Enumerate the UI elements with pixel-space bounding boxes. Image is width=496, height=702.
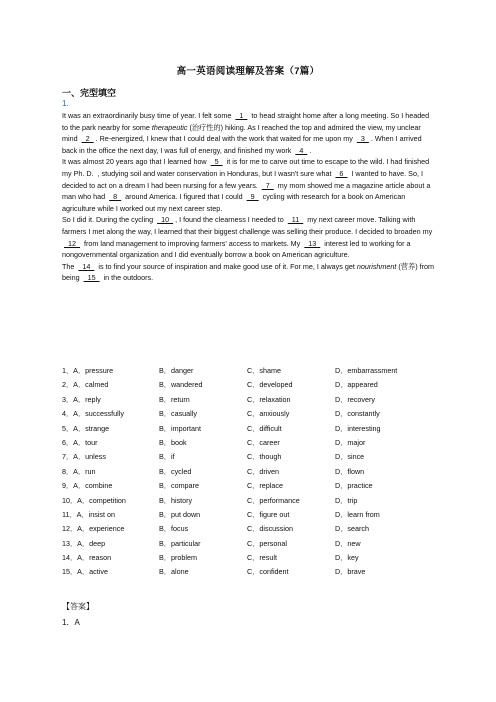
option-choice: B．put down: [159, 509, 201, 519]
passage-text: cycling with research for a book on American agriculture while I worked out my next career step.: [62, 192, 406, 213]
blank-number: 2: [81, 134, 94, 144]
option-choice: B．focus: [159, 524, 189, 534]
answer-heading: 【答案】: [62, 602, 94, 611]
option-choice: 2．A．calmed: [62, 380, 109, 390]
option-choice: 13．A．deep: [62, 538, 106, 548]
passage-text: is to find your source of inspiration and make good use of it. For me, I always get: [96, 261, 357, 271]
passage-text: (治疗性的) hiking. As I reached the top and admired the view, my unclear mind: [62, 122, 421, 144]
option-row: [62, 481, 434, 495]
passage-text: . Re-energized, I knew that I could deal with the work that waited for me upon my: [95, 134, 355, 144]
option-choice: B．casually: [159, 409, 197, 419]
passage-text: (营养) from being: [62, 261, 434, 283]
cloze-passage: [62, 110, 434, 284]
option-choice: C．developed: [247, 380, 293, 390]
passage-text: my mom showed me a magazine article about a man who had: [62, 180, 431, 202]
option-choice: D．brave: [335, 567, 366, 577]
option-choice: D．constantly: [335, 409, 380, 419]
option-row: [62, 553, 434, 567]
option-row: [62, 567, 434, 581]
option-choice: C．result: [247, 553, 277, 563]
italic-word: nourishment: [356, 261, 397, 271]
option-choice: D．practice: [335, 481, 373, 491]
blank-number: 12: [64, 238, 80, 248]
option-choice: D．flown: [335, 466, 365, 476]
option-choice: D．key: [335, 553, 359, 563]
option-choice: C．anxiously: [247, 409, 290, 419]
option-choice: C．relaxation: [247, 394, 291, 404]
option-row: [62, 395, 434, 409]
option-choice: 5．A．strange: [62, 423, 110, 433]
option-row: [62, 409, 434, 423]
passage-text: So I did it. During the cycling: [62, 215, 156, 225]
option-choice: D．major: [335, 437, 366, 447]
option-choice: 9．A．combine: [62, 481, 113, 491]
italic-word: therapeutic: [151, 122, 188, 132]
option-choice: B．compare: [159, 481, 199, 491]
option-choice: 3．A．reply: [62, 394, 101, 404]
blank-number: 5: [210, 157, 223, 167]
option-choice: B．danger: [159, 366, 194, 375]
option-choice: B．history: [159, 495, 193, 505]
blank-number: 9: [246, 192, 259, 202]
option-choice: B．return: [159, 394, 190, 404]
page-title: 高一英语阅读理解及答案（7篇）: [176, 66, 320, 77]
passage-text: The: [62, 261, 77, 271]
options-list: [62, 366, 434, 582]
option-row: [62, 524, 434, 538]
option-choice: D．learn from: [335, 509, 380, 519]
option-choice: B．important: [159, 423, 201, 433]
option-row: [62, 467, 434, 481]
passage-text: from land management to improving farmers' access to markets. My: [81, 238, 303, 248]
passage-text: I wanted to have. So, I decided to act on a dream I had been nursing for a few years.: [62, 168, 423, 190]
blank-number: 10: [157, 215, 174, 225]
option-row: [62, 496, 434, 510]
option-choice: C．discussion: [247, 524, 293, 534]
option-choice: C．though: [247, 452, 282, 462]
passage-text: , I found the clearness I needed to: [175, 215, 286, 225]
option-choice: 11．A．insist on: [62, 509, 115, 519]
option-choice: B．book: [159, 437, 187, 447]
passage-text: it is for me to carve out time to escape to the wild. I had finished my Ph. D. , studying soil and water conservation in Honduras, but I wasn't sure what: [62, 157, 430, 178]
option-choice: C．performance: [247, 495, 300, 505]
blank-number: 14: [78, 261, 95, 271]
option-choice: 15．A．active: [62, 567, 108, 577]
option-choice: C．shame: [247, 366, 281, 375]
option-row: [62, 424, 434, 438]
passage-text: my next career move. Talking with farmers I met along the way, I learned that their biggest challenge was selling their produce. I decided to broaden my: [62, 215, 433, 236]
option-choice: B．alone: [159, 567, 189, 577]
blank-number: 1: [235, 111, 248, 120]
passage-text: to head straight home after a long meeting. So I headed to the park nearby for some: [62, 111, 430, 132]
option-choice: D．since: [335, 452, 365, 462]
option-row: [62, 438, 434, 452]
option-choice: C．difficult: [247, 423, 282, 433]
option-choice: D．embarrassment: [335, 366, 398, 375]
blank-number: 11: [287, 215, 304, 225]
passage-text: .: [309, 145, 312, 155]
blank-number: 7: [261, 180, 274, 190]
option-choice: C．figure out: [247, 509, 290, 519]
option-choice: 4．A．successfully: [62, 409, 124, 419]
option-choice: 8．A．run: [62, 466, 96, 476]
passage-text: It was almost 20 years ago that I learned how: [62, 157, 209, 167]
passage-text: around America. I figured that I could: [123, 192, 245, 202]
option-choice: B．problem: [159, 553, 197, 563]
option-choice: C．personal: [247, 538, 287, 548]
option-choice: D．appeared: [335, 380, 378, 390]
option-choice: B．particular: [159, 538, 201, 548]
blank-number: 3: [356, 134, 369, 144]
option-choice: 1．A．pressure: [62, 366, 114, 375]
question-number: 1.: [62, 99, 69, 108]
option-choice: D．recovery: [335, 394, 375, 404]
section-heading: 一、完型填空: [62, 88, 117, 98]
option-row: [62, 539, 434, 553]
option-choice: C．confident: [247, 567, 289, 577]
blank-number: 4: [295, 145, 308, 155]
passage-paragraph: [62, 261, 434, 284]
option-choice: 7．A．unless: [62, 452, 106, 462]
option-choice: C．driven: [247, 466, 279, 476]
option-choice: 14．A．reason: [62, 553, 112, 563]
blank-number: 13: [304, 238, 321, 248]
passage-paragraph: [62, 156, 434, 214]
option-choice: 6．A．tour: [62, 437, 98, 447]
passage-paragraph: [62, 214, 434, 260]
passage-paragraph: [62, 110, 434, 156]
option-row: [62, 510, 434, 524]
blank-number: 15: [83, 273, 100, 283]
option-choice: B．wandered: [159, 380, 203, 390]
option-choice: B．cycled: [159, 466, 192, 476]
passage-text: It was an extraordinarily busy time of year. I felt some: [62, 111, 234, 120]
option-choice: 12．A．experience: [62, 524, 125, 534]
option-row: [62, 380, 434, 394]
option-choice: C．replace: [247, 481, 283, 491]
blank-number: 6: [335, 168, 348, 178]
passage-text: in the outdoors.: [101, 273, 154, 283]
option-choice: 10．A．competition: [62, 495, 126, 505]
blank-number: 8: [109, 192, 122, 202]
option-choice: B．if: [159, 452, 175, 462]
answer-first: 1．A: [62, 618, 80, 627]
option-choice: D．search: [335, 524, 369, 534]
option-row: [62, 452, 434, 466]
option-choice: D．trip: [335, 495, 358, 505]
option-choice: D．interesting: [335, 423, 381, 433]
passage-text: interest led to working for a nongovernmental organization and I did eventually borrow a book on American agriculture.: [62, 238, 411, 260]
option-choice: D．new: [335, 538, 361, 548]
option-row: [62, 366, 434, 380]
passage-text: . When I arrived back in the office the next day, I was full of energy, and finished my work: [62, 134, 422, 155]
option-choice: C．career: [247, 437, 280, 447]
